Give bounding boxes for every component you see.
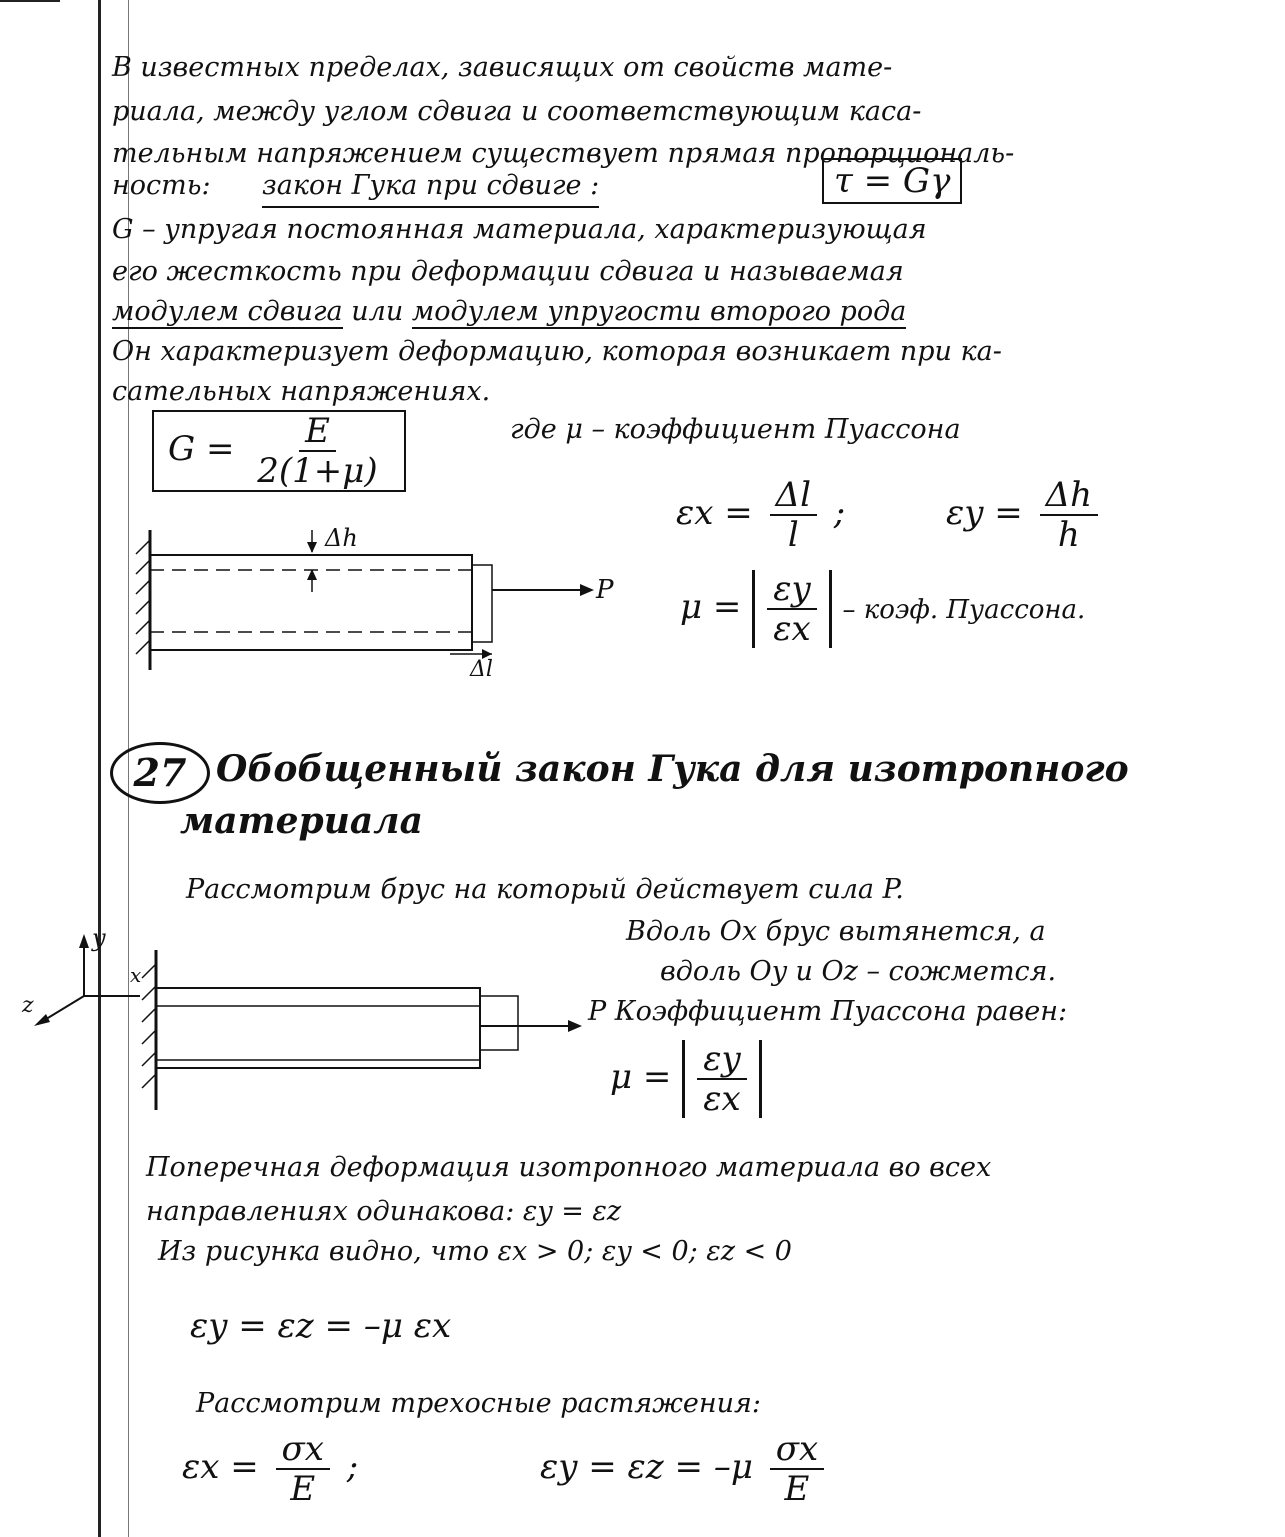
consider-line-1: Рассмотрим брус на который действует сила P.	[186, 874, 904, 905]
eps-x-den: l	[787, 515, 799, 555]
text-line-4: ность:	[112, 170, 211, 201]
lateral-line-1: Поперечная деформация изотропного материала во всех	[146, 1152, 992, 1183]
mu-ratio2-abs	[682, 1040, 761, 1118]
eq-final-yz	[540, 1430, 830, 1508]
eps-y-lhs: εy =	[946, 493, 1023, 533]
eq-final-x-fraction	[276, 1430, 330, 1508]
eq-final-yz-den: E	[784, 1469, 810, 1509]
consider-line-2: Вдоль Ox брус вытянется, а	[626, 916, 1046, 947]
lateral-line-2: направлениях одинакова: εy = εz	[146, 1196, 622, 1227]
modulus-names	[112, 292, 906, 332]
eq-final-yz-num: σx	[770, 1430, 824, 1470]
section-title-line-2: материала	[180, 800, 423, 842]
figure-bar-axes	[20, 920, 600, 1120]
eq-yz-formula: εy = εz = –μ εx	[190, 1306, 452, 1346]
consider-line-4: P Коэффициент Пуассона равен:	[588, 996, 1068, 1027]
g-formula-lhs: G =	[168, 429, 235, 469]
fig1-label-dh: Δh	[325, 524, 358, 552]
eq-final-yz-fraction	[770, 1430, 824, 1508]
section-title-line-1: Обобщенный закон Гука для изотропного	[216, 748, 1129, 790]
g-definition-line-1: G – упругая постоянная материала, характеризующая	[112, 214, 927, 245]
mu-ratio2-lhs: μ =	[610, 1057, 672, 1097]
fig1-label-dl: Δl	[470, 657, 493, 682]
fig2-axis-x: x	[130, 963, 142, 987]
mu-ratio-lhs: μ =	[680, 587, 742, 627]
eq-final-x-lhs: εx =	[182, 1447, 259, 1487]
g-formula-fraction	[251, 412, 383, 490]
hooke-shear-label: закон Гука при сдвиге :	[262, 166, 599, 208]
mu-ratio2-fraction	[697, 1040, 746, 1118]
text-line-1: В известных пределах, зависящих от свойств мате-	[112, 52, 893, 83]
fig2-axis-z: z	[22, 993, 34, 1018]
margin-line	[98, 0, 101, 1537]
section-number: 27	[110, 742, 210, 804]
corner-mark	[0, 0, 60, 2]
mu-ratio2-den: εx	[703, 1079, 741, 1119]
eps-y-formula	[946, 476, 1104, 554]
fig1-label-p: P	[596, 575, 614, 605]
mu-ratio-abs	[752, 570, 831, 648]
triaxial-line: Рассмотрим трехосные растяжения:	[196, 1388, 761, 1419]
modulus-second-kind-term: модулем упругости второго рода	[411, 296, 907, 327]
hooke-shear-formula: τ = Gγ	[822, 158, 962, 204]
eq-final-x-num: σx	[276, 1430, 330, 1470]
eps-y-fraction	[1040, 476, 1098, 554]
eq-final-separator: ;	[346, 1447, 359, 1487]
fig2-axis-y: y	[92, 924, 106, 952]
text-line-2: риала, между углом сдвига и соответствующим каса-	[112, 96, 922, 127]
eps-separator: ;	[833, 493, 846, 533]
g-formula-num: E	[299, 412, 336, 452]
g-formula-den: 2(1+μ)	[257, 451, 378, 491]
modulus-shear-term: модулем сдвига	[112, 296, 343, 327]
g-formula-box	[152, 410, 406, 492]
eps-y-num: Δh	[1040, 476, 1098, 516]
eps-y-den: h	[1057, 515, 1080, 555]
g-definition-line-2: его жесткость при деформации сдвига и называемая	[112, 256, 904, 287]
eps-x-lhs: εx =	[676, 493, 753, 533]
mu-ratio-note: – коэф. Пуассона.	[842, 595, 1086, 625]
lateral-line-3: Из рисунка видно, что εx > 0; εy < 0; εz < 0	[158, 1236, 792, 1267]
characterizes-line-2: сательных напряжениях.	[112, 376, 491, 407]
mu-where-note: где μ – коэффициент Пуассона	[510, 414, 961, 445]
eq-final-yz-lhs: εy = εz = –μ	[540, 1447, 753, 1487]
mu-ratio-fraction	[767, 570, 816, 648]
mu-ratio-num: εy	[767, 570, 816, 610]
eq-final-x-den: E	[290, 1469, 316, 1509]
text-line-3: тельным напряжением существует прямая пропорциональ-	[112, 138, 1015, 169]
figure-bar-tension	[120, 520, 640, 680]
mu-ratio2-num: εy	[697, 1040, 746, 1080]
eps-x-fraction	[770, 476, 817, 554]
mu-ratio-den: εx	[773, 609, 811, 649]
consider-line-3: вдоль Oy и Oz – сожмется.	[660, 956, 1057, 987]
mu-ratio-formula	[680, 570, 1085, 648]
eq-final-x	[182, 1430, 358, 1508]
mu-ratio2-formula	[610, 1040, 762, 1118]
eps-x-formula	[676, 476, 845, 554]
characterizes-line-1: Он характеризует деформацию, которая возникает при ка-	[112, 336, 1002, 367]
modulus-or: или	[351, 296, 404, 327]
eps-x-num: Δl	[770, 476, 817, 516]
